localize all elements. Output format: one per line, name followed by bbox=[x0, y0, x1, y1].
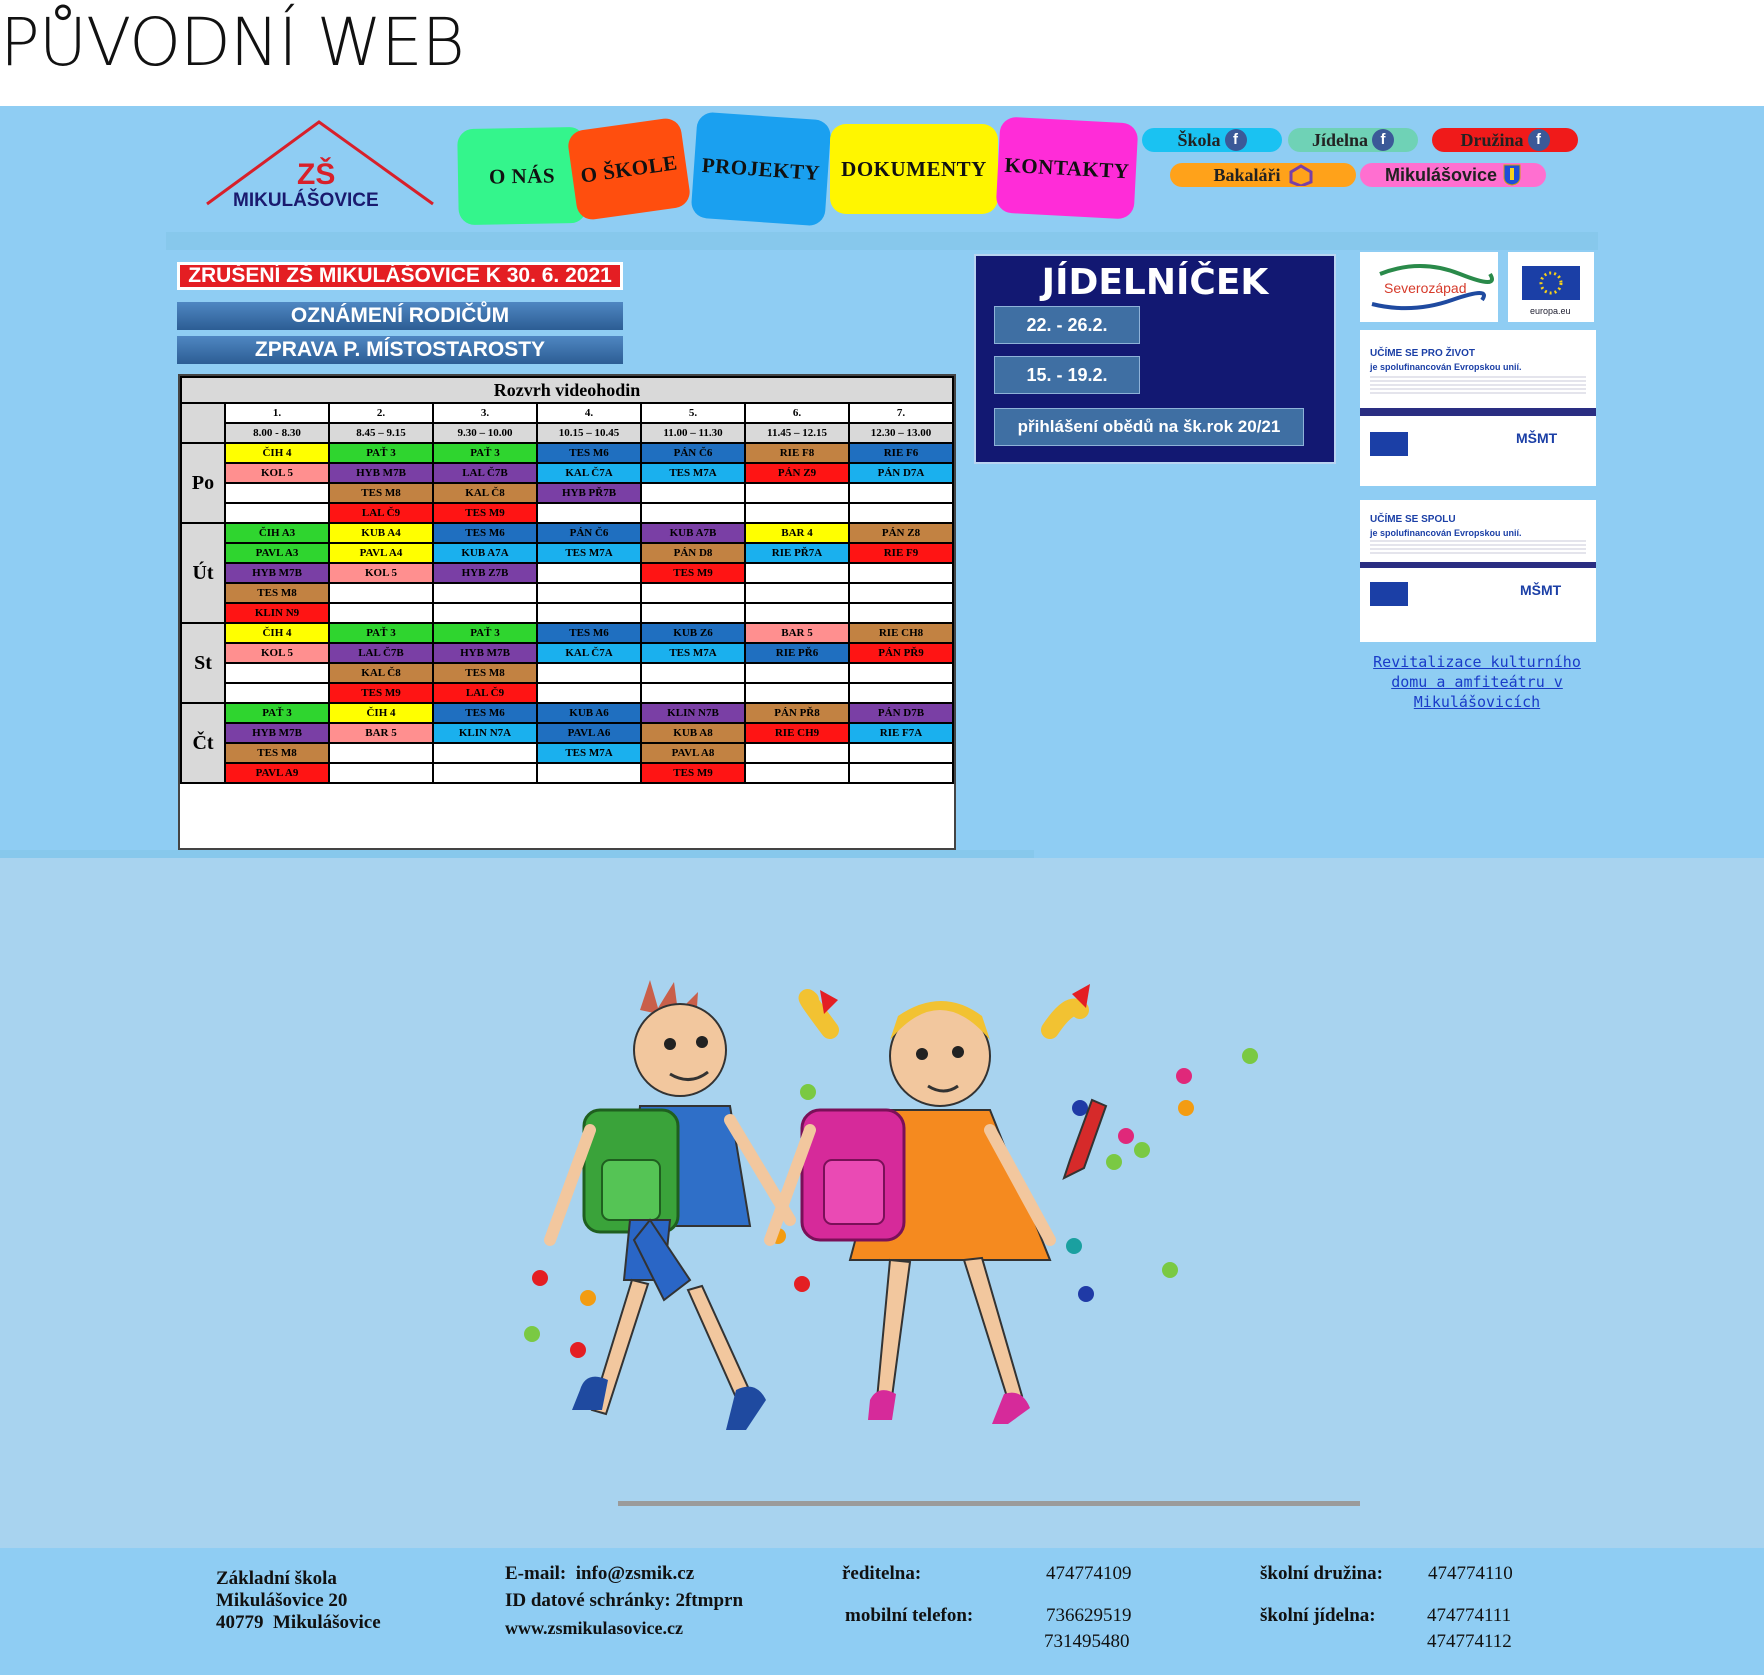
lesson-cell: PÁN Z9 bbox=[745, 463, 849, 483]
nav-projekty[interactable] bbox=[690, 111, 831, 226]
oznameni-text: OZNÁMENÍ RODIČŮM bbox=[290, 304, 510, 327]
lesson-cell: TES M7A bbox=[537, 543, 641, 563]
bakalari-link[interactable] bbox=[1170, 163, 1356, 187]
period-header: 1. bbox=[225, 403, 329, 423]
menu-week-2-button[interactable] bbox=[994, 356, 1140, 394]
nav-kontakty[interactable] bbox=[996, 116, 1139, 219]
lesson-cell: ČIH A3 bbox=[225, 523, 329, 543]
lesson-cell: PAŤ 3 bbox=[329, 443, 433, 463]
nav-o-nas[interactable] bbox=[457, 127, 587, 225]
logo-name: MIKULÁŠOVICE bbox=[233, 190, 379, 211]
lesson-cell bbox=[641, 603, 745, 623]
lesson-cell: KLIN N9 bbox=[225, 603, 329, 623]
lesson-cell: BAR 5 bbox=[329, 723, 433, 743]
lesson-cell bbox=[849, 503, 953, 523]
mobil-label: mobilní telefon: bbox=[845, 1605, 974, 1626]
lesson-cell: TES M9 bbox=[433, 503, 537, 523]
period-header: 6. bbox=[745, 403, 849, 423]
jidelnicek-title: JÍDELNÍČEK bbox=[1041, 262, 1269, 303]
lesson-cell: PÁN PŘ9 bbox=[849, 643, 953, 663]
lesson-cell: LAL Č7B bbox=[329, 643, 433, 663]
time-header: 9.30 – 10.00 bbox=[433, 423, 537, 443]
eu-flag-icon bbox=[1370, 582, 1408, 606]
lesson-cell bbox=[849, 583, 953, 603]
lesson-cell: TES M8 bbox=[225, 583, 329, 603]
mikulasovice-link[interactable] bbox=[1360, 163, 1546, 187]
lesson-cell bbox=[225, 483, 329, 503]
jidelna-phone-1: 474774111 bbox=[1427, 1605, 1512, 1626]
lesson-cell: LAL Č7B bbox=[433, 463, 537, 483]
skola-facebook-link[interactable] bbox=[1142, 128, 1282, 152]
page-header bbox=[0, 0, 1764, 106]
lesson-cell: KAL Č7A bbox=[537, 463, 641, 483]
lesson-cell bbox=[745, 503, 849, 523]
girl-figure bbox=[770, 984, 1106, 1424]
table-row bbox=[181, 563, 953, 583]
ucime-se-pro-zivot-link[interactable] bbox=[1360, 330, 1596, 486]
table-row bbox=[181, 583, 953, 603]
period-header: 2. bbox=[329, 403, 433, 423]
lesson-cell bbox=[849, 743, 953, 763]
lesson-cell: PAVL A8 bbox=[641, 743, 745, 763]
project2-title: UČÍME SE SPOLU bbox=[1370, 514, 1456, 525]
lesson-cell bbox=[537, 583, 641, 603]
content-top-band bbox=[166, 232, 1598, 250]
facebook-icon: f bbox=[1225, 129, 1247, 151]
lesson-cell: TES M6 bbox=[433, 703, 537, 723]
timetable-title: Rozvrh videohodin bbox=[181, 377, 953, 403]
lesson-cell: TES M8 bbox=[225, 743, 329, 763]
nav-dokumenty[interactable] bbox=[830, 124, 998, 214]
druzina-facebook-link[interactable] bbox=[1432, 128, 1578, 152]
lesson-cell: KOL 5 bbox=[329, 563, 433, 583]
lesson-cell: PÁN Č6 bbox=[537, 523, 641, 543]
lesson-cell: BAR 5 bbox=[745, 623, 849, 643]
nav-label: DOKUMENTY bbox=[841, 156, 987, 181]
lesson-cell bbox=[329, 743, 433, 763]
lesson-cell: TES M6 bbox=[433, 523, 537, 543]
table-row bbox=[181, 483, 953, 503]
table-row bbox=[181, 523, 953, 543]
lesson-cell: HYB PŘ7B bbox=[537, 483, 641, 503]
oznameni-rodicum-button[interactable] bbox=[177, 302, 623, 330]
lesson-cell bbox=[537, 503, 641, 523]
lesson-cell: TES M7A bbox=[537, 743, 641, 763]
lesson-cell: HYB M7B bbox=[225, 723, 329, 743]
lesson-cell: KUB A6 bbox=[537, 703, 641, 723]
lesson-cell bbox=[329, 603, 433, 623]
msmt-logo: MŠMT bbox=[1516, 430, 1558, 446]
ucime-se-spolu-link[interactable] bbox=[1360, 500, 1596, 642]
lesson-cell: TES M9 bbox=[329, 683, 433, 703]
table-row bbox=[181, 543, 953, 563]
divider bbox=[1360, 408, 1596, 416]
nav-label: PROJEKTY bbox=[701, 152, 821, 185]
lesson-cell: KUB A7B bbox=[641, 523, 745, 543]
facebook-icon: f bbox=[1372, 129, 1394, 151]
lesson-cell: PAVL A9 bbox=[225, 763, 329, 783]
europa-link[interactable] bbox=[1508, 252, 1594, 322]
jidelna-label: školní jídelna: bbox=[1260, 1605, 1376, 1626]
zprava-text: ZPRAVA P. MÍSTOSTAROSTY bbox=[254, 338, 546, 361]
msmt-logo: MŠMT bbox=[1520, 582, 1562, 598]
nav-label: O NÁS bbox=[488, 162, 556, 189]
project1-subtitle: je spolufinancován Evropskou unií. bbox=[1370, 362, 1522, 372]
time-header: 8.00 - 8.30 bbox=[225, 423, 329, 443]
kids-illustration bbox=[510, 970, 1270, 1460]
day-label: Po bbox=[181, 443, 225, 523]
lesson-cell bbox=[537, 663, 641, 683]
lesson-cell bbox=[745, 563, 849, 583]
facebook-icon: f bbox=[1528, 129, 1550, 151]
time-header: 12.30 – 13.00 bbox=[849, 423, 953, 443]
lesson-cell bbox=[641, 483, 745, 503]
jidelna-facebook-link[interactable] bbox=[1288, 128, 1418, 152]
bakalari-icon bbox=[1289, 164, 1313, 186]
lesson-cell: PÁN PŘ8 bbox=[745, 703, 849, 723]
lesson-cell: HYB M7B bbox=[329, 463, 433, 483]
register-label: přihlášení obědů na šk.rok 20/21 bbox=[1017, 417, 1281, 436]
druzina-label: Družina bbox=[1460, 129, 1524, 150]
lesson-cell: TES M8 bbox=[433, 663, 537, 683]
lesson-cell bbox=[641, 583, 745, 603]
lesson-cell: KLIN N7B bbox=[641, 703, 745, 723]
skola-label: Škola bbox=[1177, 129, 1221, 150]
lesson-cell bbox=[537, 763, 641, 783]
lesson-cell: TES M6 bbox=[537, 623, 641, 643]
lesson-cell: RIE PŘ6 bbox=[745, 643, 849, 663]
jidelnicek-panel bbox=[974, 254, 1336, 464]
lesson-cell: PAŤ 3 bbox=[433, 623, 537, 643]
timetable-image bbox=[178, 374, 956, 850]
druzina-label: školní družina: bbox=[1260, 1563, 1384, 1584]
lesson-cell bbox=[641, 683, 745, 703]
lesson-cell: RIE CH9 bbox=[745, 723, 849, 743]
lesson-cell bbox=[433, 743, 537, 763]
menu-week-1-button[interactable] bbox=[994, 306, 1140, 344]
lesson-cell bbox=[745, 743, 849, 763]
europa-label: europa.eu bbox=[1530, 306, 1571, 316]
lesson-cell bbox=[849, 683, 953, 703]
footer-email[interactable]: E-mail: info@zsmik.cz bbox=[505, 1563, 695, 1584]
lesson-cell bbox=[745, 663, 849, 683]
week-label: 22. - 26.2. bbox=[1026, 314, 1108, 335]
lesson-cell bbox=[641, 663, 745, 683]
project1-description bbox=[1370, 376, 1586, 396]
table-row bbox=[181, 503, 953, 523]
lesson-cell bbox=[849, 483, 953, 503]
lesson-cell: RIE F6 bbox=[849, 443, 953, 463]
revitalizace-link[interactable]: Revitalizace kulturního domu a amfiteátru v Mikulášovicích bbox=[1373, 653, 1581, 711]
lesson-cell: KUB A4 bbox=[329, 523, 433, 543]
table-row bbox=[181, 723, 953, 743]
school-logo[interactable] bbox=[205, 118, 435, 218]
lesson-cell: KUB A7A bbox=[433, 543, 537, 563]
table-row bbox=[181, 643, 953, 663]
lesson-cell: RIE PŘ7A bbox=[745, 543, 849, 563]
lesson-cell bbox=[329, 763, 433, 783]
lesson-cell bbox=[849, 763, 953, 783]
lesson-cell: TES M7A bbox=[641, 643, 745, 663]
lesson-cell: LAL Č9 bbox=[329, 503, 433, 523]
boy-figure bbox=[550, 980, 790, 1430]
lesson-cell bbox=[745, 683, 849, 703]
day-label: Út bbox=[181, 523, 225, 623]
footer-school-address: Základní škola Mikulášovice 20 40779 Mikulášovice bbox=[216, 1568, 381, 1633]
lesson-cell bbox=[537, 603, 641, 623]
lesson-cell bbox=[641, 503, 745, 523]
mikulasovice-label: Mikulášovice bbox=[1384, 164, 1498, 185]
eu-flag-icon bbox=[1370, 432, 1408, 456]
project2-description bbox=[1370, 540, 1586, 554]
table-row bbox=[181, 463, 953, 483]
mobil-phone-1: 736629519 bbox=[1046, 1605, 1132, 1626]
lesson-cell: TES M7A bbox=[641, 463, 745, 483]
lesson-cell: ČIH 4 bbox=[225, 623, 329, 643]
lesson-cell bbox=[745, 483, 849, 503]
lesson-cell bbox=[745, 763, 849, 783]
severozapad-link[interactable] bbox=[1360, 252, 1498, 322]
lesson-cell bbox=[433, 603, 537, 623]
lesson-cell bbox=[433, 763, 537, 783]
lesson-cell: PÁN Z8 bbox=[849, 523, 953, 543]
period-header: 3. bbox=[433, 403, 537, 423]
lesson-cell: ČIH 4 bbox=[329, 703, 433, 723]
lesson-cell: PAŤ 3 bbox=[329, 623, 433, 643]
lesson-cell: RIE F9 bbox=[849, 543, 953, 563]
lesson-cell: PAVL A6 bbox=[537, 723, 641, 743]
zprava-mistostarosty-button[interactable] bbox=[177, 336, 623, 364]
lesson-cell: KOL 5 bbox=[225, 463, 329, 483]
lesson-cell: TES M6 bbox=[537, 443, 641, 463]
time-header: 10.15 – 10.45 bbox=[537, 423, 641, 443]
lesson-cell: KLIN N7A bbox=[433, 723, 537, 743]
coat-of-arms-icon bbox=[1503, 164, 1521, 186]
lesson-cell: LAL Č9 bbox=[433, 683, 537, 703]
lesson-cell bbox=[537, 683, 641, 703]
lesson-cell: RIE F8 bbox=[745, 443, 849, 463]
lesson-cell: ČIH 4 bbox=[225, 443, 329, 463]
lesson-cell: TES M8 bbox=[329, 483, 433, 503]
lesson-cell: HYB M7B bbox=[225, 563, 329, 583]
eu-flag-icon bbox=[1522, 266, 1580, 300]
lesson-cell: PÁN D8 bbox=[641, 543, 745, 563]
lesson-cell: RIE F7A bbox=[849, 723, 953, 743]
table-row bbox=[181, 703, 953, 723]
project1-title: UČÍME SE PRO ŽIVOT bbox=[1370, 348, 1476, 359]
lesson-cell bbox=[745, 583, 849, 603]
timetable bbox=[180, 376, 954, 784]
lesson-cell: KAL Č8 bbox=[433, 483, 537, 503]
jidelna-label: Jídelna bbox=[1311, 129, 1368, 150]
lesson-cell bbox=[225, 503, 329, 523]
lesson-cell: KUB A8 bbox=[641, 723, 745, 743]
lesson-cell bbox=[225, 683, 329, 703]
logo-zs: ZŠ bbox=[297, 158, 336, 191]
footer-web[interactable]: www.zsmikulasovice.cz bbox=[505, 1618, 683, 1638]
lesson-cell bbox=[225, 663, 329, 683]
time-header: 8.45 – 9.15 bbox=[329, 423, 433, 443]
zruseni-banner[interactable] bbox=[177, 262, 623, 290]
lesson-cell: PÁN D7A bbox=[849, 463, 953, 483]
time-header: 11.45 – 12.15 bbox=[745, 423, 849, 443]
lesson-cell: HYB M7B bbox=[433, 643, 537, 663]
divider bbox=[1360, 562, 1596, 568]
severozapad-label: Severozápad bbox=[1384, 280, 1467, 296]
reditelna-phone: 474774109 bbox=[1046, 1563, 1132, 1584]
lesson-cell bbox=[849, 663, 953, 683]
nav-o-skole[interactable] bbox=[566, 117, 691, 222]
mobil-phone-2: 731495480 bbox=[1044, 1631, 1130, 1652]
table-row bbox=[181, 663, 953, 683]
week-label: 15. - 19.2. bbox=[1026, 364, 1108, 385]
lesson-cell: TES M9 bbox=[641, 563, 745, 583]
lesson-cell bbox=[745, 603, 849, 623]
lesson-cell: PAŤ 3 bbox=[433, 443, 537, 463]
lesson-cell: KAL Č7A bbox=[537, 643, 641, 663]
lesson-cell: KOL 5 bbox=[225, 643, 329, 663]
zruseni-text: ZRUŠENÍ ZŠ MIKULÁŠOVICE K 30. 6. 2021 bbox=[188, 264, 612, 287]
bakalari-label: Bakaláři bbox=[1213, 164, 1281, 185]
table-row bbox=[181, 603, 953, 623]
time-header: 11.00 – 11.30 bbox=[641, 423, 745, 443]
footer-datova-schranka: ID datové schránky: 2ftmprn bbox=[505, 1590, 744, 1611]
table-row bbox=[181, 443, 953, 463]
lesson-cell: PAŤ 3 bbox=[225, 703, 329, 723]
nav-label: O ŠKOLE bbox=[579, 149, 679, 188]
register-meals-button[interactable] bbox=[994, 408, 1304, 446]
lesson-cell: PÁN Č6 bbox=[641, 443, 745, 463]
druzina-phone: 474774110 bbox=[1428, 1563, 1513, 1584]
reditelna-label: ředitelna: bbox=[842, 1563, 922, 1584]
lesson-cell bbox=[849, 563, 953, 583]
lesson-cell bbox=[849, 603, 953, 623]
jidelna-phone-2: 474774112 bbox=[1427, 1631, 1512, 1652]
lesson-cell: HYB Z7B bbox=[433, 563, 537, 583]
project2-subtitle: je spolufinancován Evropskou unií. bbox=[1370, 528, 1522, 538]
period-header: 4. bbox=[537, 403, 641, 423]
page-title: PŮVODNÍ WEB bbox=[0, 4, 464, 81]
day-label: Čt bbox=[181, 703, 225, 783]
table-row bbox=[181, 743, 953, 763]
lesson-cell bbox=[329, 583, 433, 603]
lesson-cell bbox=[537, 563, 641, 583]
period-header: 5. bbox=[641, 403, 745, 423]
period-header: 7. bbox=[849, 403, 953, 423]
nav-label: KONTAKTY bbox=[1003, 152, 1131, 183]
table-row bbox=[181, 623, 953, 643]
lesson-cell: KUB Z6 bbox=[641, 623, 745, 643]
lesson-cell: PAVL A3 bbox=[225, 543, 329, 563]
table-row bbox=[181, 763, 953, 783]
lesson-cell: PAVL A4 bbox=[329, 543, 433, 563]
lesson-cell bbox=[433, 583, 537, 603]
lesson-cell: PÁN D7B bbox=[849, 703, 953, 723]
lesson-cell: KAL Č8 bbox=[329, 663, 433, 683]
divider-line bbox=[618, 1501, 1360, 1506]
lesson-cell: RIE CH8 bbox=[849, 623, 953, 643]
lesson-cell: BAR 4 bbox=[745, 523, 849, 543]
lesson-cell: TES M9 bbox=[641, 763, 745, 783]
day-label: St bbox=[181, 623, 225, 703]
table-row bbox=[181, 683, 953, 703]
